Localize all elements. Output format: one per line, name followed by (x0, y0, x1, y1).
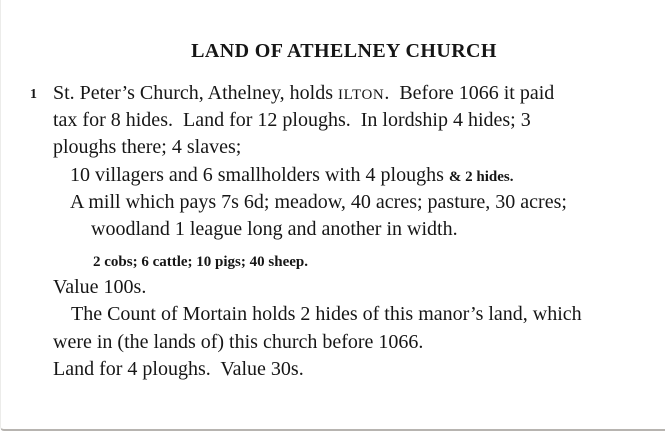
text-line (70, 191, 567, 214)
line-text: Value 100s. (53, 276, 147, 298)
place-name-smallcaps: ILTON (337, 87, 385, 103)
line-text: ploughs there; 4 slaves; (53, 136, 242, 158)
line-text: 10 villagers and 6 smallholders with 4 ploughs (70, 164, 449, 186)
text-line (71, 303, 582, 326)
text-line (53, 109, 531, 132)
text-line (53, 358, 304, 381)
livestock-line (93, 253, 308, 271)
line-text: woodland 1 league long and another in width. (91, 218, 458, 240)
entry-number: 1 (30, 87, 37, 102)
text-line (91, 218, 458, 241)
document-title: LAND OF ATHELNEY CHURCH (191, 40, 497, 62)
text-line (53, 82, 554, 107)
line-text: The Count of Mortain holds 2 hides of this manor’s land, which (71, 303, 582, 325)
line-text: were in (the lands of) this church before 1066. (53, 331, 424, 353)
small-print-text: & 2 hides. (448, 169, 514, 185)
line-text: Land for 4 ploughs. Value 30s. (53, 358, 304, 380)
small-print-text: 2 cobs; 6 cattle; 10 pigs; 40 sheep. (93, 254, 308, 270)
text-line (53, 136, 241, 159)
line-text: A mill which pays 7s 6d; meadow, 40 acres; pasture, 30 acres; (70, 191, 567, 213)
text-line (53, 276, 146, 299)
line-text: tax for 8 hides. Land for 12 ploughs. In lordship 4 hides; 3 (53, 109, 531, 131)
text-line (53, 331, 423, 354)
line-text: St. Peter’s Church, Athelney, holds (53, 82, 338, 104)
line-text: . Before 1066 it paid (384, 82, 555, 104)
text-line (70, 164, 513, 189)
